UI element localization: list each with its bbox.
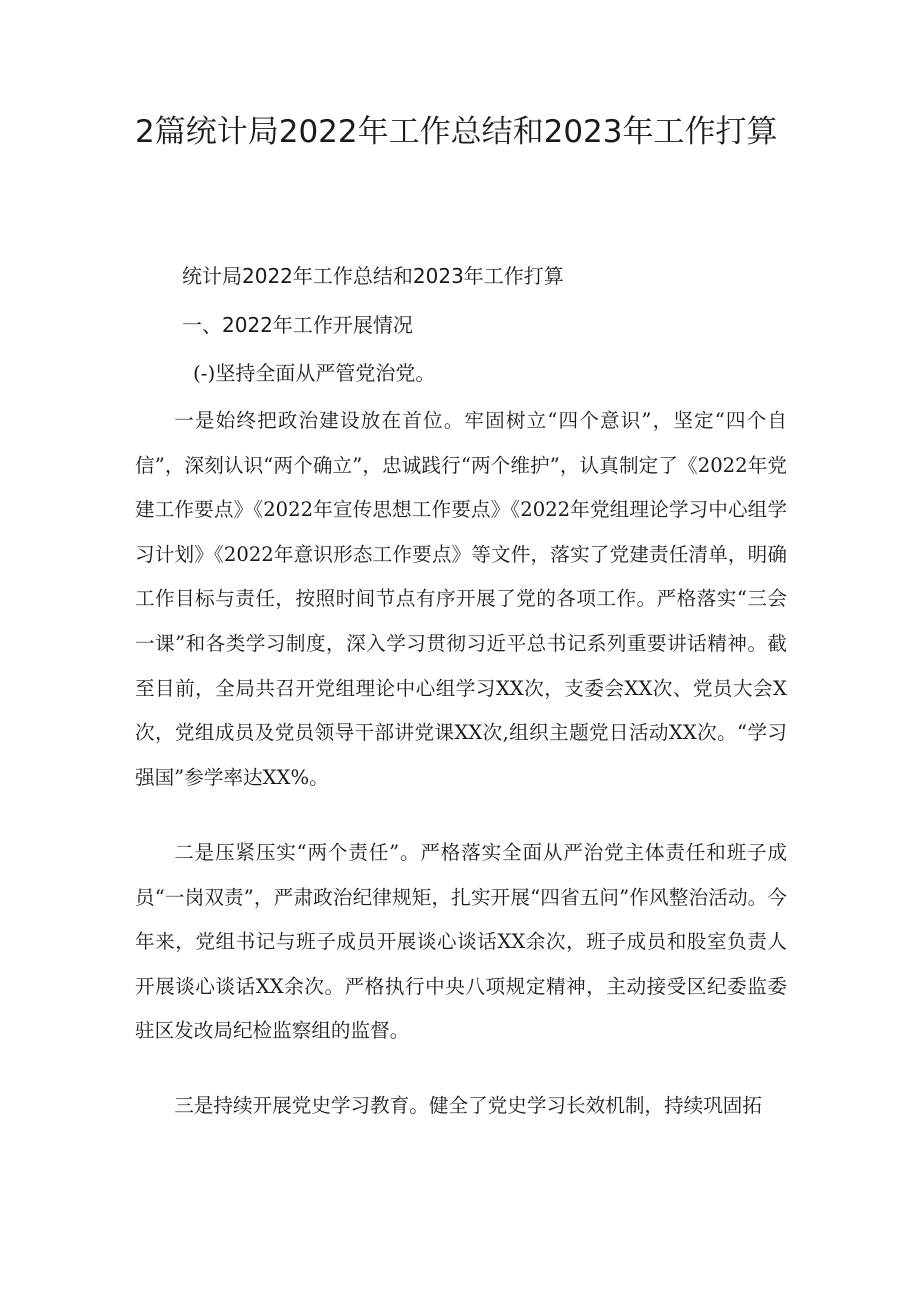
section-heading: 一、2022年工作开展情况 [182, 313, 413, 337]
paragraph-two-responsibilities: 二是压紧压实“两个责任”。严格落实全面从严治党主体责任和班子成员“一岗双责”，严肃政治纪律规矩，扎实开展“四省五问”作风整治活动。今年来，党组书记与班子成员开展谈心谈话XX余次，班子成员和股室负责人开展谈心谈话XX余次。严格执行中央八项规定精神，主动接受区纪委监委驻区发改局纪检监察组的监督。 [135, 841, 787, 1043]
subsection-heading: (-)坚持全面从严管党治党。 [193, 361, 436, 385]
document-title: 2篇统计局2022年工作总结和2023年工作打算 [135, 114, 778, 150]
document-subtitle: 统计局2022年工作总结和2023年工作打算 [182, 264, 564, 288]
paragraph-party-history: 三是持续开展党史学习教育。健全了党史学习长效机制，持续巩固拓 [174, 1094, 762, 1117]
paragraph-political-building: 一是始终把政治建设放在首位。牢固树立“四个意识”，坚定“四个自信”，深刻认识“两个确立”，忠诚践行“两个维护”，认真制定了《2022年党建工作要点》《2022年宣传思想工作要点》《2022年党组理论学习中心组学习计划》《2022年意识形态工作要点》等文件，落实了党建责任清单，明确工作目标与责任，按照时间节点有序开展了党的各项工作。严格落实“三会一课”和各类学习制度，深入学习贯彻习近平总书记系列重要讲话精神。截至目前，全局共召开党组理论中心组学习XX次，支委会XX次、党员大会X次，党组成员及党员领导干部讲党课XX次,组织主题党日活动XX次。“学习强国”参学率达XX%。 [135, 409, 787, 789]
